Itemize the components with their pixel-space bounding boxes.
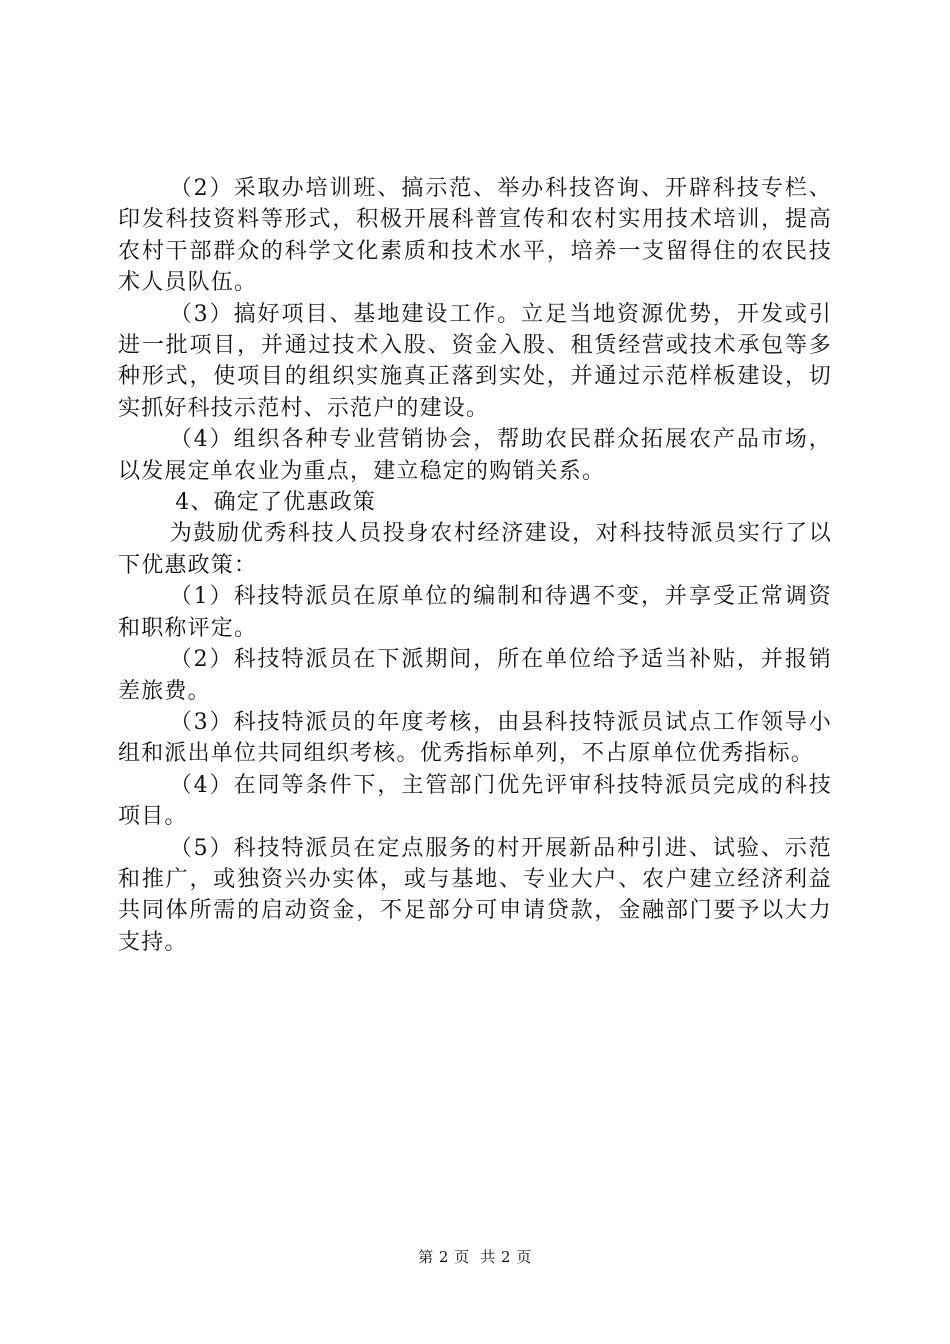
paragraph-policy-intro: 为鼓励优秀科技人员投身农村经济建设，对科技特派员实行了以下优惠政策： [118,521,832,578]
section-heading: 4、确定了优惠政策 [175,490,376,516]
paragraph-policy-1: （1）科技特派员在原单位的编制和待遇不变，并享受正常调资和职称评定。 [118,584,832,641]
page-footer [0,1246,950,1267]
page-number-label: 第 2 页 共 2 页 [418,1248,532,1266]
paragraph-item-4-associations: （4）组织各种专业营销协会，帮助农民群众拓展农产品市场，以发展定单农业为重点，建立稳定的购销关系。 [118,427,832,484]
paragraph-policy-3: （3）科技特派员的年度考核，由县科技特派员试点工作领导小组和派出单位共同组织考核。优秀指标单列，不占原单位优秀指标。 [118,709,832,767]
paragraph-policy-4: （4）在同等条件下，主管部门优先评审科技特派员完成的科技项目。 [118,772,832,830]
paragraph-policy-2: （2）科技特派员在下派期间，所在单位给予适当补贴，并报销差旅费。 [118,647,832,704]
paragraph-item-3-projects: （3）搞好项目、基地建设工作。立足当地资源优势，开发或引进一批项目，并通过技术入股、资金入股、租赁经营或技术承包等多种形式，使项目的组织实施真正落到实处，并通过示范样板建设，切实抓好科技示范村、示范户的建设。 [118,301,832,421]
document-body [118,173,832,958]
paragraph-policy-5: （5）科技特派员在定点服务的村开展新品种引进、试验、示范和推广，或独资兴办实体，或与基地、专业大户、农户建立经济利益共同体所需的启动资金，不足部分可申请贷款，金融部门要予以大力支持。 [118,835,832,955]
paragraph-item-2-training: （2）采取办培训班、搞示范、举办科技咨询、开辟科技专栏、印发科技资料等形式，积极开展科普宣传和农村实用技术培训，提高农村干部群众的科学文化素质和技术水平，培养一支留得住的农民技术人员队伍。 [118,176,832,296]
